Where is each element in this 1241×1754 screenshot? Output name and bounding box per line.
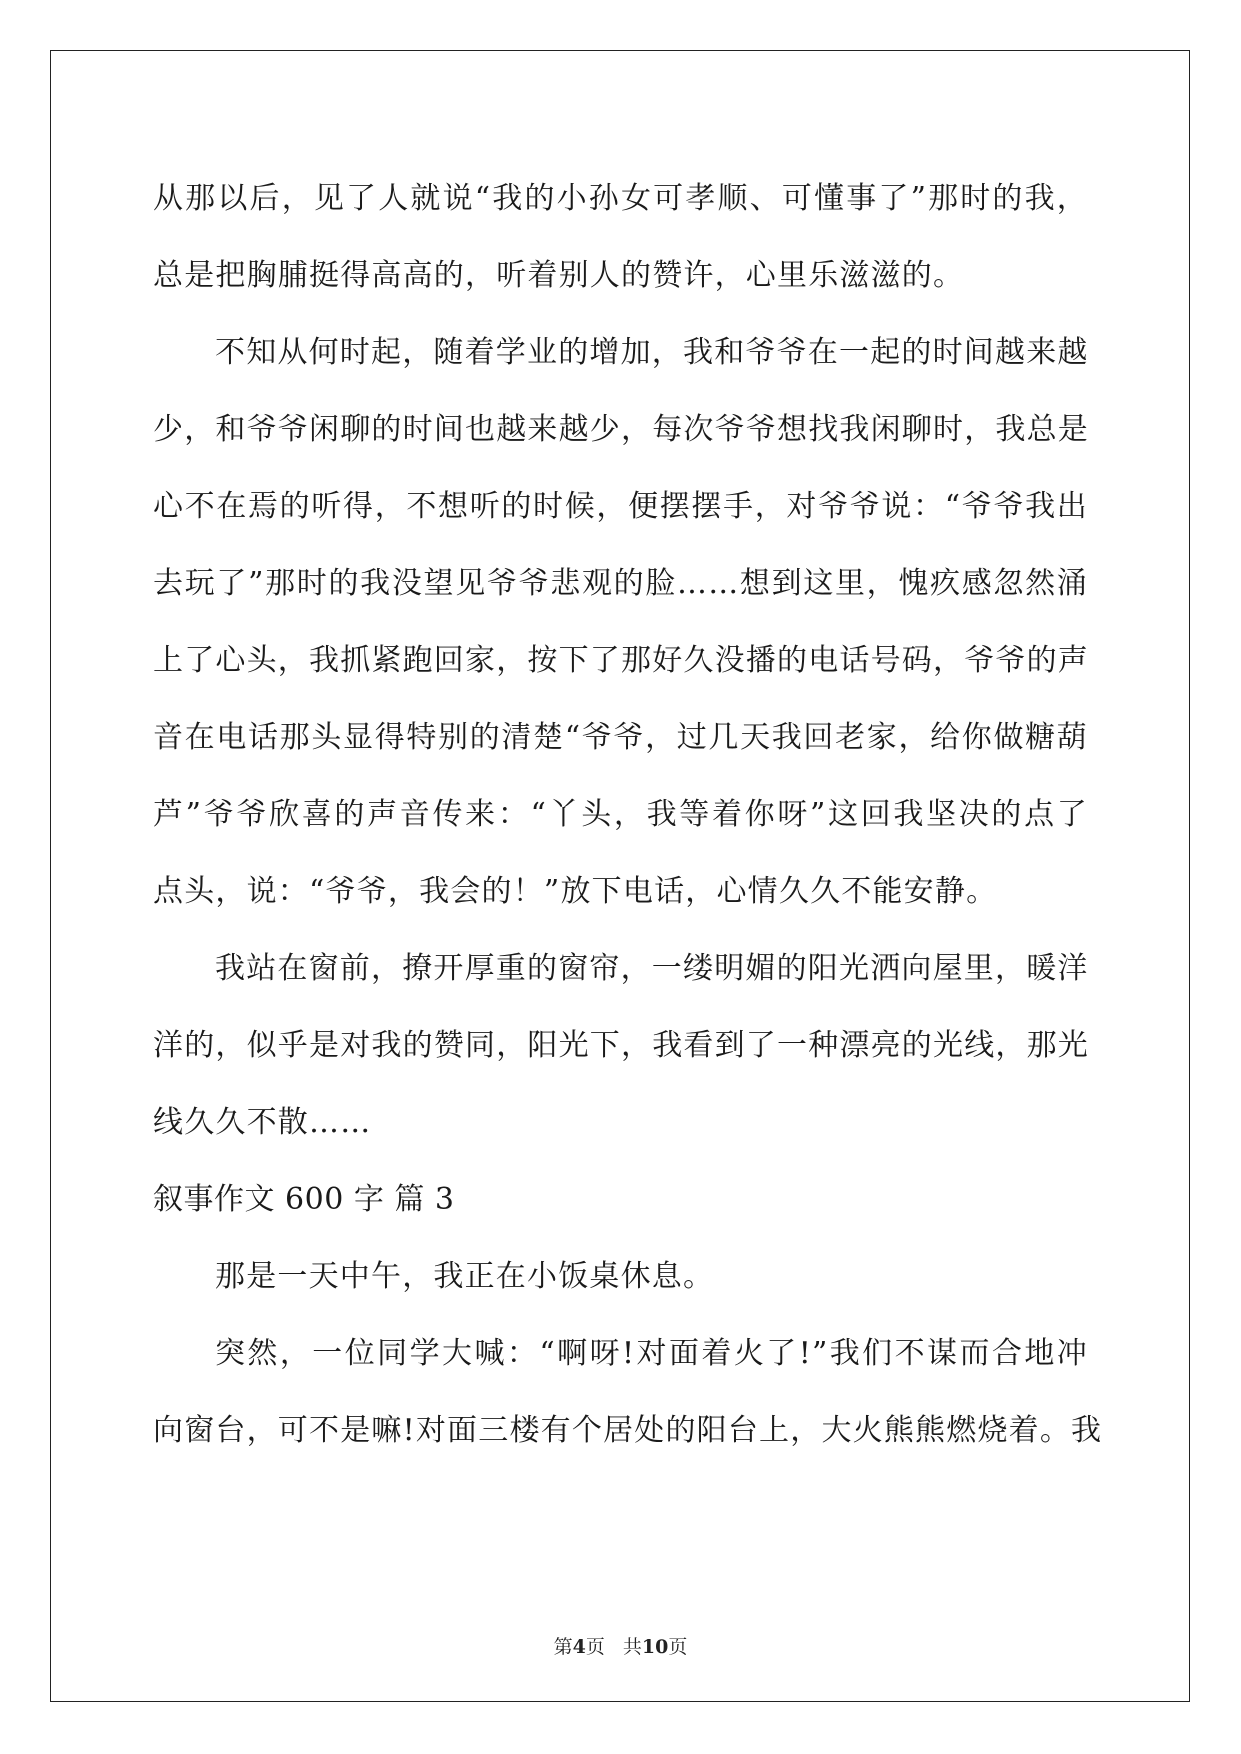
text-line: 芦”爷爷欣喜的声音传来：“丫头，我等着你呀”这回我坚决的点了	[153, 797, 1088, 832]
text-line: 那是一天中午，我正在小饭桌休息。	[215, 1259, 715, 1294]
text-line: 音在电话那头显得特别的清楚“爷爷，过几天我回老家，给你做糖葫	[153, 720, 1088, 755]
page-number: 4	[572, 1636, 586, 1658]
text-line: 突然，一位同学大喊：“啊呀!对面着火了!”我们不谋而合地冲	[215, 1336, 1088, 1371]
text-line: 少，和爷爷闲聊的时间也越来越少，每次爷爷想找我闲聊时，我总是	[153, 412, 1089, 447]
text-line: 向窗台，可不是嘛!对面三楼有个居处的阳台上，大火熊熊燃烧着。我	[153, 1413, 1103, 1448]
text-line: 不知从何时起，随着学业的增加，我和爷爷在一起的时间越来越	[215, 335, 1089, 370]
text-line: 总是把胸脯挺得高高的，听着别人的赞许，心里乐滋滋的。	[153, 258, 965, 293]
page-suffix: 页	[585, 1636, 605, 1658]
text-line: 我站在窗前，撩开厚重的窗帘，一缕明媚的阳光洒向屋里，暖洋	[215, 951, 1089, 986]
text-line: 洋的，似乎是对我的赞同，阳光下，我看到了一种漂亮的光线，那光	[153, 1028, 1089, 1063]
page-prefix: 第	[553, 1636, 573, 1658]
document-body	[153, 160, 1103, 1469]
page-footer	[0, 1632, 1241, 1659]
total-prefix: 共	[622, 1636, 642, 1658]
text-line: 心不在焉的听得，不想听的时候，便摆摆手，对爷爷说：“爷爷我出	[153, 489, 1088, 524]
text-line: 线久久不散……	[153, 1105, 372, 1140]
section-heading: 叙事作文 600 字 篇 3	[153, 1182, 455, 1217]
total-pages: 10	[641, 1636, 669, 1658]
text-line: 上了心头，我抓紧跑回家，按下了那好久没播的电话号码，爷爷的声	[153, 643, 1089, 678]
text-line: 从那以后，见了人就说“我的小孙女可孝顺、可懂事了”那时的我，	[153, 181, 1088, 216]
text-line: 去玩了”那时的我没望见爷爷悲观的脸……想到这里，愧疚感忽然涌	[153, 566, 1088, 601]
total-suffix: 页	[668, 1636, 688, 1658]
text-line: 点头，说：“爷爷，我会的！”放下电话，心情久久不能安静。	[153, 874, 998, 909]
